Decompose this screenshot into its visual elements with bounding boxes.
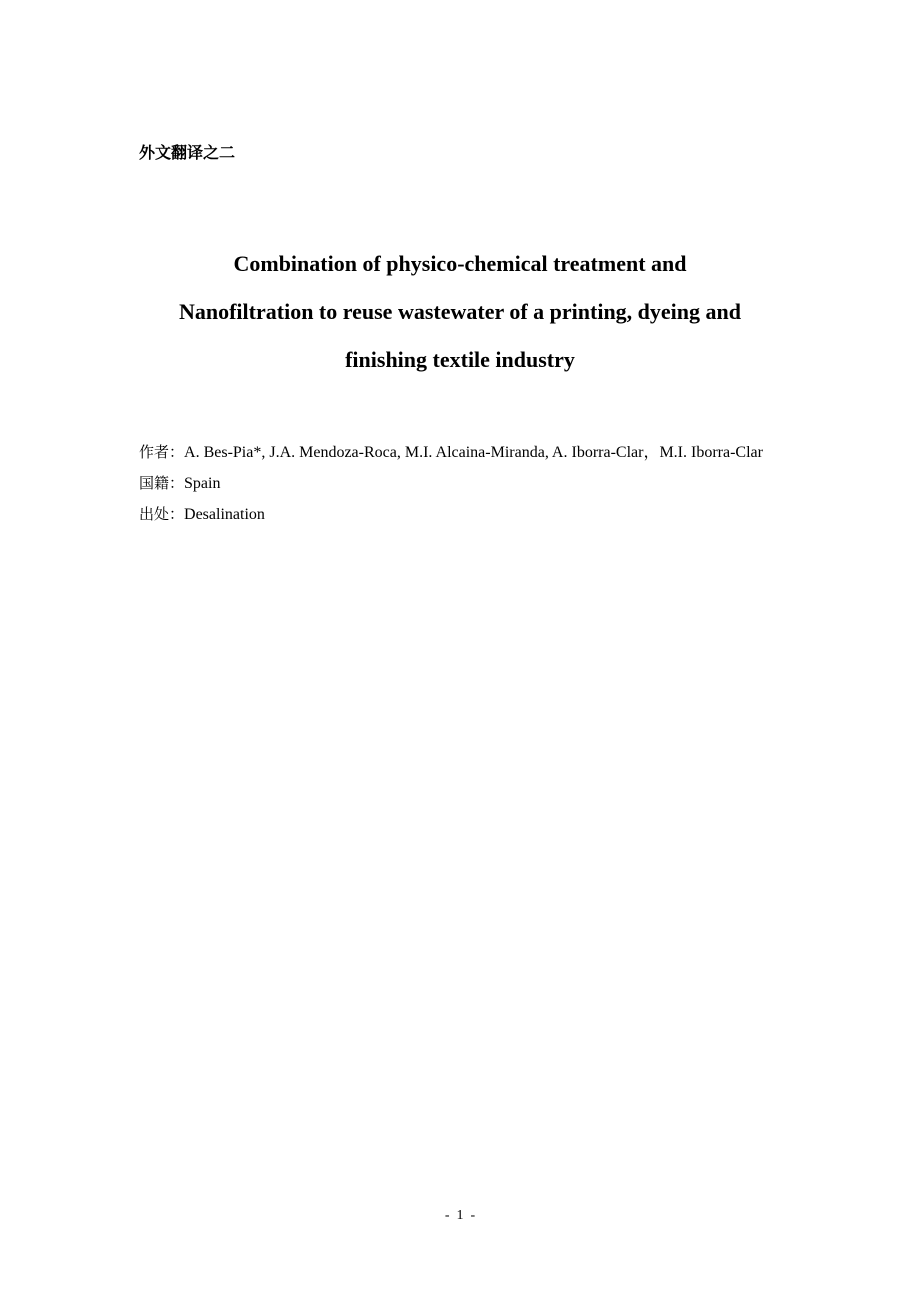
- nationality-label: 国籍：: [139, 474, 185, 492]
- paper-title: [110, 240, 810, 384]
- title-line-2: Nanofiltration to reuse wastewater of a printing, dyeing and: [178, 299, 741, 324]
- authors-value: A. Bes-Pia*, J.A. Mendoza-Roca, M.I. Alcaina-Miranda, A. Iborra-Clar，M.I. Iborra-Clar: [184, 444, 763, 461]
- paper-metadata: [139, 437, 789, 530]
- page-number: - 1 -: [444, 1208, 476, 1223]
- source-row: [139, 499, 789, 530]
- title-line-3: finishing textile industry: [345, 347, 575, 372]
- source-value: Desalination: [184, 506, 265, 523]
- authors-row: [139, 437, 789, 468]
- translation-heading: 外文翻译之二: [139, 143, 236, 162]
- authors-label: 作者：: [139, 443, 185, 461]
- source-label: 出处：: [139, 505, 185, 523]
- nationality-value: Spain: [184, 475, 221, 492]
- nationality-row: [139, 468, 789, 499]
- title-line-1: Combination of physico-chemical treatment and: [233, 251, 687, 276]
